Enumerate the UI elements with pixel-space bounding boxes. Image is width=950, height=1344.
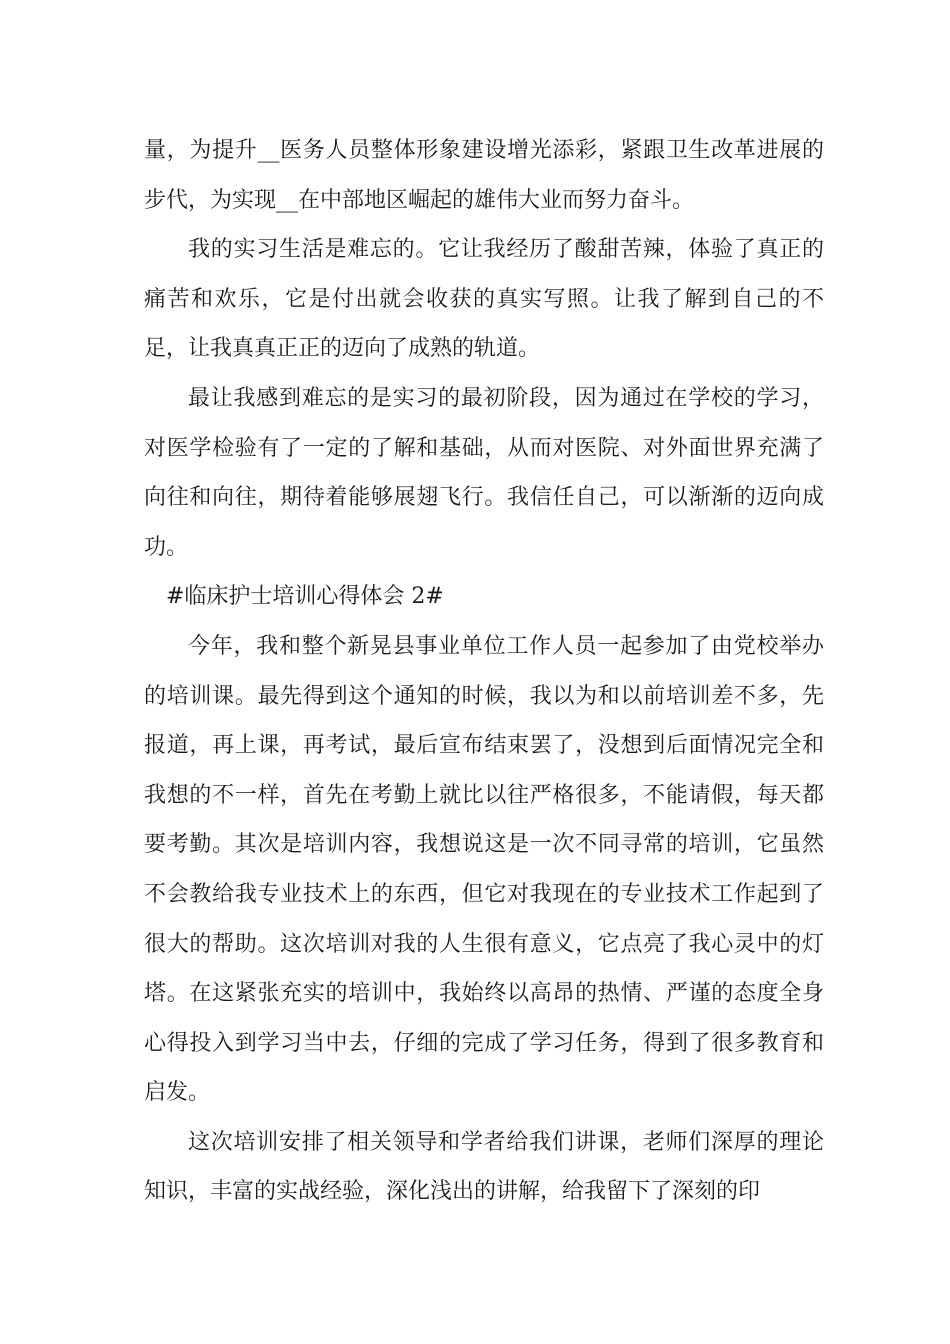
paragraph-training-lecturers: 这次培训安排了相关领导和学者给我们讲课，老师们深厚的理论知识，丰富的实战经验，深化浅出的讲解，给我留下了深刻的印 [144, 1129, 824, 1205]
section-heading: #临床护士培训心得体会 2# [166, 584, 444, 610]
paragraph-continuation: 量，为提升__医务人员整体形象建设增光添彩，紧跟卫生改革进展的步代，为实现__在中部地区崛起的雄伟大业而努力奋斗。 [144, 138, 824, 213]
paragraph-training-experience: 今年，我和整个新晃县事业单位工作人员一起参加了由党校举办的培训课。最先得到这个通知的时候，我以为和以前培训差不多，先报道，再上课，再考试，最后宣布结束罢了，没想到后面情况完全和我想的不一样，首先在考勤上就比以往严格很多，不能请假，每天都要考勤。其次是培训内容，我想说这是一次不同寻常的培训，它虽然不会教给我专业技术上的东西，但它对我现在的专业技术工作起到了很大的帮助。这次培训对我的人生很有意义，它点亮了我心灵中的灯塔。在这紧张充实的培训中，我始终以高昂的热情、严谨的态度全身心得投入到学习当中去，仔细的完成了学习任务，得到了很多教育和启发。 [144, 633, 824, 1106]
paragraph-internship-memory: 我的实习生活是难忘的。它让我经历了酸甜苦辣，体验了真正的痛苦和欢乐，它是付出就会收获的真实写照。让我了解到自己的不足，让我真真正正的迈向了成熟的轨道。 [144, 237, 824, 362]
document-body [144, 126, 824, 1217]
paragraph-initial-stage: 最让我感到难忘的是实习的最初阶段，因为通过在学校的学习，对医学检验有了一定的了解和基础，从而对医院、对外面世界充满了向往和向往，期待着能够展翅飞行。我信任自己，可以渐渐的迈向成功。 [144, 385, 824, 560]
